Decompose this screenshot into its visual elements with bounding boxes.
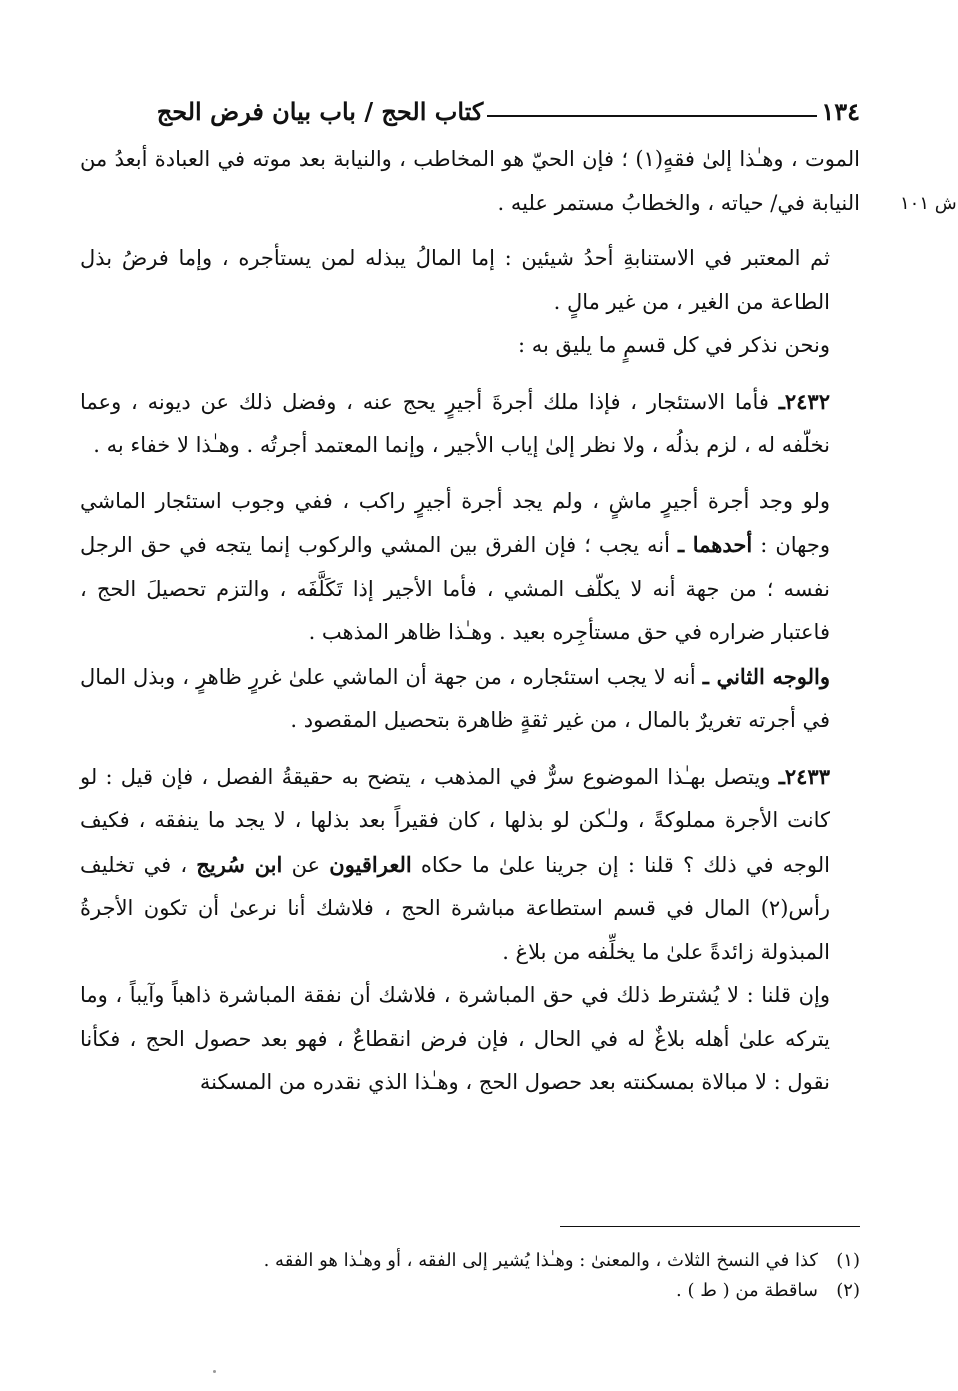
- paragraph-text: أنه يجب ؛ فإن الفرق بين المشي والركوب إنما يتجه في حق الرجل نفسه ؛ من جهة أنه لا يكلّف المشي ، فأما الأجير إذا تَكَلَّفَه ، والتزم تحصيلَ الحج ، فاعتبار ضراره في حق مستأجِره بعيد . وهـٰذا ظاهر المذهب .: [80, 533, 830, 644]
- paragraph-text: وإن قلنا : لا يُشترط ذلك في حق المباشرة ، فلاشك أن نفقة المباشرة ذاهباً وآيباً ، وما يتركه علىٰ أهله بلاغٌ له في الحال ، فإن فرض انقطاعٌ ، فهو بعد حصول الحج ، فكأنا نقول : لا مبالاة بمسكنته بعد حصول الحج ، وهـٰذا الذي نقدره من المسكنة: [80, 983, 830, 1094]
- paragraph-2433: [80, 755, 860, 975]
- paragraph-3: [80, 324, 860, 368]
- paragraph-5: [80, 480, 860, 655]
- footnote-2: [80, 1276, 860, 1306]
- paragraph-2432: [80, 380, 860, 468]
- paragraph-text: ولو وجد أجرة أجيرٍ ماشٍ ، ولم يجد أجرة أجيرٍ راكب ، ففي وجوب استئجار الماشي وجهان :: [80, 488, 830, 557]
- paragraph-text: عن: [291, 852, 321, 877]
- paragraph-number: ٢٤٣٢ـ: [778, 388, 830, 414]
- scan-speck: [213, 1370, 216, 1373]
- footnotes: [80, 1246, 860, 1306]
- header-rule: [487, 115, 817, 117]
- paragraph-text: ونحن نذكر في كل قسمٍ ما يليق به :: [517, 333, 830, 357]
- paragraph-text: ، في تخليف رأس(٢) المال في قسم استطاعة مباشرة الحج ، فلاشك أنا نرعىٰ أن تكون الأجرةُ المبذولة زائدةً علىٰ ما يخلِّفه من بلاغ .: [80, 852, 830, 964]
- paragraph-text: أنه لا يجب استئجاره ، من جهة أن الماشي علىٰ غررٍ ظاهرٍ ، وبذل المال في أجرته تغريرٌ بالمال ، من غير ثقةٍ ظاهرة بتحصيل المقصود .: [80, 664, 830, 732]
- chapter-title: كتاب الحج / باب بيان فرض الحج: [156, 97, 484, 126]
- paragraph-text: ثم المعتبر في الاستنابةِ أحدُ شيئين : إما المالُ يبذله لمن يستأجره ، وإما فرضُ بذل الطاعة من الغير ، من غير مالٍ .: [80, 246, 830, 314]
- paragraph-text: ويتصل بهـٰذا الموضوع سرٌّ في المذهب ، يتضح به حقيقةُ الفصل ، فإن قيل : لو كانت الأجرة مملوكةً ، ولـٰكن لو بذلها ، كان فقيراً بعد بذلها ، لا يجد ما ينفقه ، فكيف الوجه في ذلك ؟ قلنا : إن جرينا علىٰ ما حكاه: [80, 764, 830, 877]
- main-text: [80, 138, 860, 1105]
- footnote-1: [80, 1246, 860, 1276]
- paragraph-6: [80, 655, 860, 743]
- second-view-label: والوجه الثاني ـ: [702, 663, 830, 689]
- paragraph-number: ٢٤٣٣ـ: [778, 763, 830, 789]
- footnote-mark: (١): [836, 1250, 860, 1271]
- first-view-label: أحدهما ـ: [677, 532, 753, 557]
- bold-name-ibn-surayj: ابن سُريج: [196, 851, 283, 877]
- manuscript-folio-note: ش ١٠١: [900, 193, 957, 214]
- paragraph-2: [80, 237, 860, 324]
- bold-name-iraqiyyun: العراقيون: [329, 851, 412, 877]
- paragraph-text: فأما الاستئجار ، فإذا ملك أجرةَ أجيرٍ يحج عنه ، وفضل ذلك عن ديونه ، وعما نخلّفه له ، لزم بذلُه ، ولا نظر إلىٰ إياب الأجير ، وإنما المعتمد أجرتُه . وهـٰذا لا خفاء به .: [80, 389, 830, 457]
- footnote-text: ساقطة من ( ط ) .: [676, 1280, 818, 1301]
- page-number: ١٣٤: [821, 97, 860, 126]
- paragraph-8: [80, 974, 860, 1105]
- footnote-separator: [560, 1226, 860, 1227]
- footnote-text: كذا في النسخ الثلاث ، والمعنىٰ : وهـٰذا يُشير إلى الفقه ، أو وهـٰذا هو الفقه .: [263, 1250, 818, 1271]
- paragraph-1: [80, 138, 860, 225]
- running-header: [80, 90, 860, 126]
- footnote-mark: (٢): [836, 1280, 860, 1301]
- paragraph-text: الموت ، وهـٰذا إلىٰ فقهٍ(١) ؛ فإن الحيّ هو المخاطب ، والنيابة بعد موته في العبادة أبعدُ من النيابة في/ حياته ، والخطابُ مستمر عليه .: [80, 147, 860, 215]
